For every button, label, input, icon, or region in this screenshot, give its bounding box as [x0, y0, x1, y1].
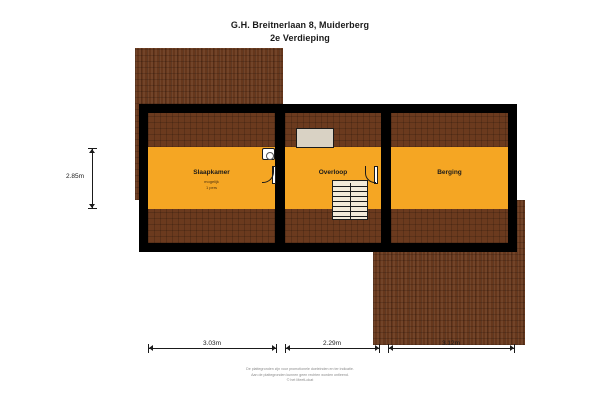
dim-h-left-arrow-start: [149, 345, 153, 351]
disclaimer-line2: Aan de plattegronden kunnen geen rechten worden ontleend.: [251, 372, 349, 377]
toilet-fixture: [262, 148, 275, 160]
dim-h-mid-arrow-start: [286, 345, 290, 351]
dim-label-width-middle: 2.29m: [322, 340, 342, 347]
stairs-direction-arrow: [350, 183, 351, 219]
dim-vertical-line: [92, 148, 93, 208]
dim-label-depth: 2.85m: [65, 173, 85, 180]
disclaimer-line1: De plattegronden zijn voor promotionele doeleinden en ter indicatie.: [246, 367, 354, 371]
dim-label-width-right: 3.12m: [441, 340, 461, 347]
dim-h-right-arrow-start: [389, 345, 393, 351]
shaft-fixture: [296, 128, 334, 148]
dim-h-mid-tick-end: [379, 344, 380, 353]
room-berging-label: Berging: [437, 169, 462, 176]
room-slaapkamer-sub1: mogelijk: [204, 179, 219, 184]
building-outline: [139, 104, 517, 252]
dim-h-left-arrow-end: [272, 345, 276, 351]
room-overloop-label: Overloop: [318, 169, 348, 176]
dim-label-width-left: 3.03m: [202, 340, 222, 347]
page-title: G.H. Breitnerlaan 8, Muiderberg: [230, 20, 370, 30]
dim-vertical-arrow-down: [89, 204, 95, 208]
page-subtitle: 2e Verdieping: [270, 33, 330, 43]
dim-h-right-tick-end: [514, 344, 515, 353]
dim-h-mid-line: [285, 348, 379, 349]
room-berging: [391, 113, 508, 243]
dim-vertical-arrow-up: [89, 149, 95, 153]
dim-h-right-line: [388, 348, 514, 349]
dim-h-mid-arrow-end: [375, 345, 379, 351]
dim-h-left-tick-end: [276, 344, 277, 353]
room-slaapkamer-sub2: 1 pers: [205, 185, 218, 190]
dim-h-right-arrow-end: [510, 345, 514, 351]
disclaimer-line3: © het MeetLokat: [286, 378, 314, 383]
room-slaapkamer: [148, 113, 275, 243]
staircase: [332, 180, 368, 220]
room-slaapkamer-floor: [148, 147, 275, 209]
room-slaapkamer-label: Slaapkamer: [193, 169, 230, 176]
room-berging-floor: [391, 147, 508, 209]
disclaimer: [0, 367, 600, 384]
dim-vertical-tick-bottom: [88, 208, 97, 209]
dim-h-left-line: [148, 348, 276, 349]
